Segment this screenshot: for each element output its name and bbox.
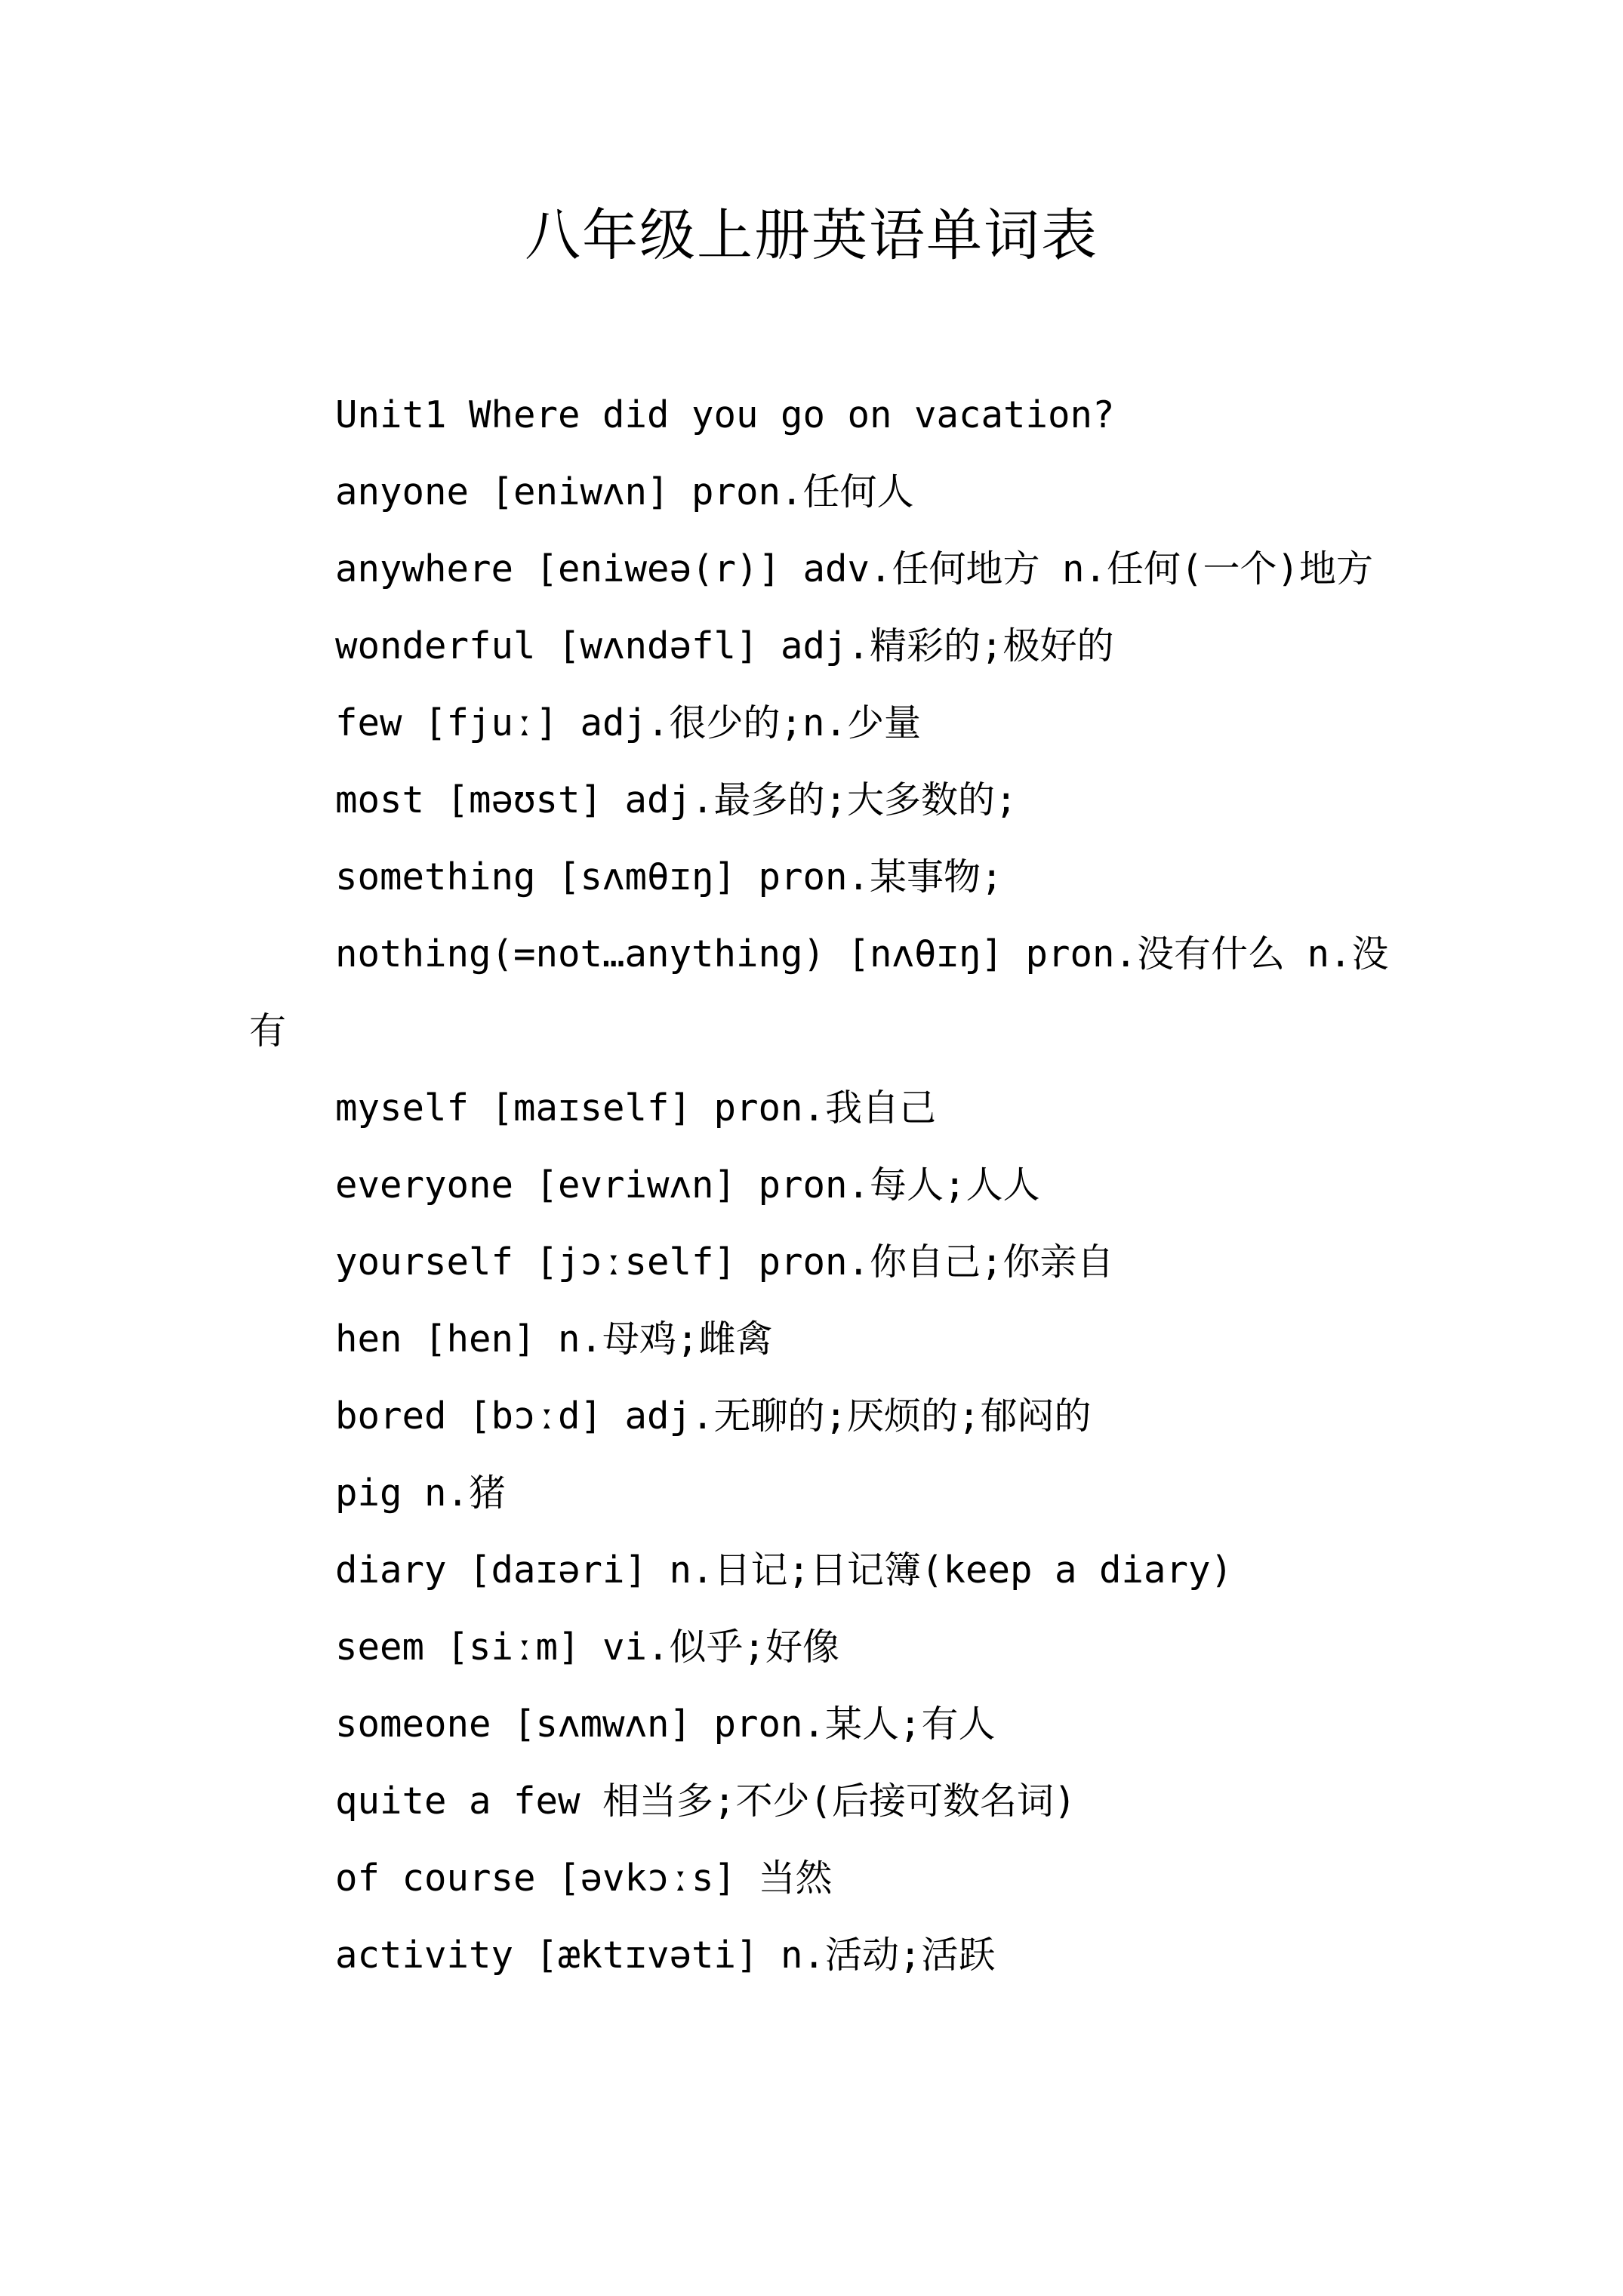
vocab-entry: myself [maɪself] pron.我自己 [335,1086,937,1130]
vocab-entry: anyone [eniwʌn] pron.任何人 [335,470,914,513]
vocab-entry: few [fjuː] adj.很少的;n.少量 [335,701,922,744]
vocab-entry: bored [bɔːd] adj.无聊的;厌烦的;郁闷的 [335,1395,1092,1438]
vocab-entry: seem [siːm] vi.似乎;好像 [335,1626,840,1669]
vocab-entry: quite a few 相当多;不少(后接可数名词) [335,1780,1076,1823]
vocab-entry: yourself [jɔːself] pron.你自己;你亲自 [335,1240,1114,1284]
document-title: 八年级上册英语单词表 [525,203,1098,268]
vocab-entry: something [sʌmθɪŋ] pron.某事物; [335,855,1003,898]
vocab-entry: diary [daɪəri] n.日记;日记簿(keep a diary) [335,1549,1233,1592]
unit-heading: Unit1 Where did you go on vacation? [335,393,1115,436]
vocab-entry: pig n.猪 [335,1472,507,1515]
vocab-entry: someone [sʌmwʌn] pron.某人;有人 [335,1703,996,1746]
vocab-entry: of course [əvkɔːs] 当然 [335,1857,833,1900]
vocab-entry: anywhere [eniweə(r)] adv.任何地方 n.任何(一个)地方 [335,547,1374,590]
vocab-entry: most [məʊst] adj.最多的;大多数的; [335,778,1018,821]
vocab-entry: everyone [evriwʌn] pron.每人;人人 [335,1163,1040,1207]
vocab-entry: nothing(=not…anything) [nʌθɪŋ] pron.没有什么 n.没有 [249,932,1389,1052]
document-body [249,377,1412,1994]
vocab-entry: hen [hen] n.母鸡;雌禽 [335,1318,773,1361]
vocab-entry: activity [æktɪvəti] n.活动;活跃 [335,1934,996,1977]
vocab-entry: wonderful [wʌndəfl] adj.精彩的;极好的 [335,624,1114,667]
